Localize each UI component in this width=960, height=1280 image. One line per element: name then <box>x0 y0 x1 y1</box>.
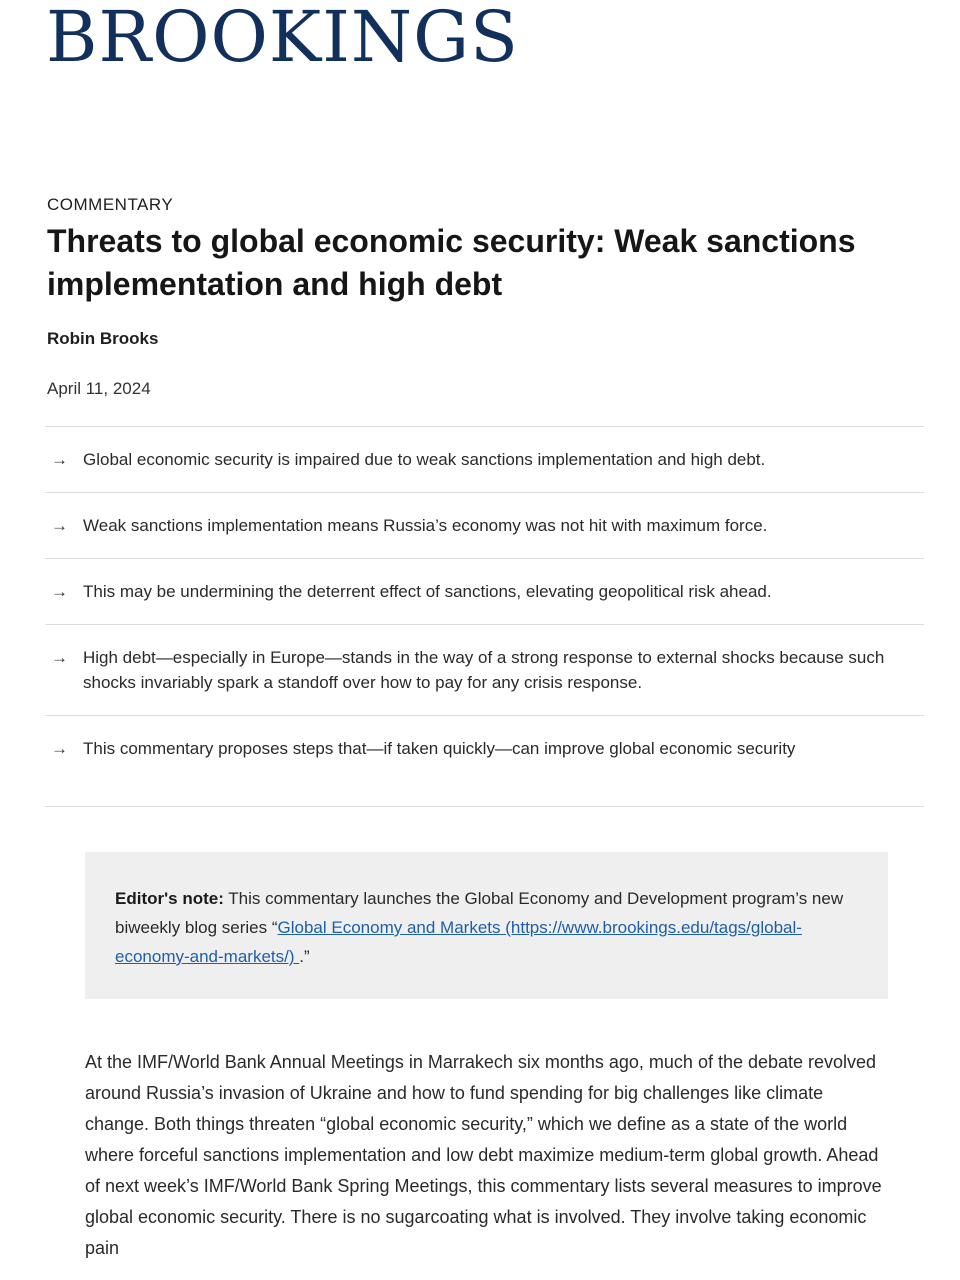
arrow-right-icon: → <box>51 516 68 535</box>
list-item <box>45 427 924 492</box>
arrow-right-icon: → <box>51 739 68 758</box>
author-name[interactable]: Robin Brooks <box>47 329 159 348</box>
publish-date: April 11, 2024 <box>47 379 151 398</box>
editor-note-closing: .” <box>299 947 310 966</box>
takeaway-text: This commentary proposes steps that—if taken quickly—can improve global economic security <box>83 739 796 758</box>
list-item <box>45 492 924 558</box>
list-item <box>45 715 924 806</box>
page-title: Threats to global economic security: Weak sanctions implementation and high debt <box>47 223 856 302</box>
takeaway-text: Global economic security is impaired due to weak sanctions implementation and high debt. <box>83 450 766 469</box>
list-item <box>45 624 924 715</box>
article-paragraph: At the IMF/World Bank Annual Meetings in Marrakech six months ago, much of the debate revolved around Russia’s invasion of Ukraine and how to fund spending for big challenges like climate change. Both things threaten “global economic security,” which we define as a state of the world where forceful sanctions implementation and low debt maximize medium-term global growth. Ahead of next week’s IMF/World Bank Spring Meetings, this commentary lists several measures to improve global economic security. There is no sugarcoating what is involved. They involve taking economic pain <box>85 1052 882 1258</box>
brookings-logo[interactable]: BROOKINGS <box>46 0 519 78</box>
editor-note-label: Editor's note: <box>115 889 224 908</box>
content-type-label: COMMENTARY <box>47 195 174 214</box>
arrow-right-icon: → <box>51 648 68 667</box>
takeaway-text: Weak sanctions implementation means Russia’s economy was not hit with maximum force. <box>83 516 768 535</box>
list-item <box>45 558 924 624</box>
takeaway-text: This may be undermining the deterrent effect of sanctions, elevating geopolitical risk ahead. <box>83 582 772 601</box>
series-link[interactable]: Global Economy and Markets (https://www.brookings.edu/tags/global-economy-and-markets/) <box>115 918 802 966</box>
takeaway-text: High debt—especially in Europe—stands in the way of a strong response to external shocks because such shocks invariably spark a standoff over how to pay for any crisis response. <box>83 648 885 692</box>
arrow-right-icon: → <box>51 582 68 601</box>
editor-note-text: This commentary launches the Global Economy and Development program’s new biweekly blog series “ <box>115 889 844 937</box>
arrow-right-icon: → <box>51 450 68 469</box>
key-takeaways-list <box>45 426 924 807</box>
editor-note-box <box>85 852 888 999</box>
